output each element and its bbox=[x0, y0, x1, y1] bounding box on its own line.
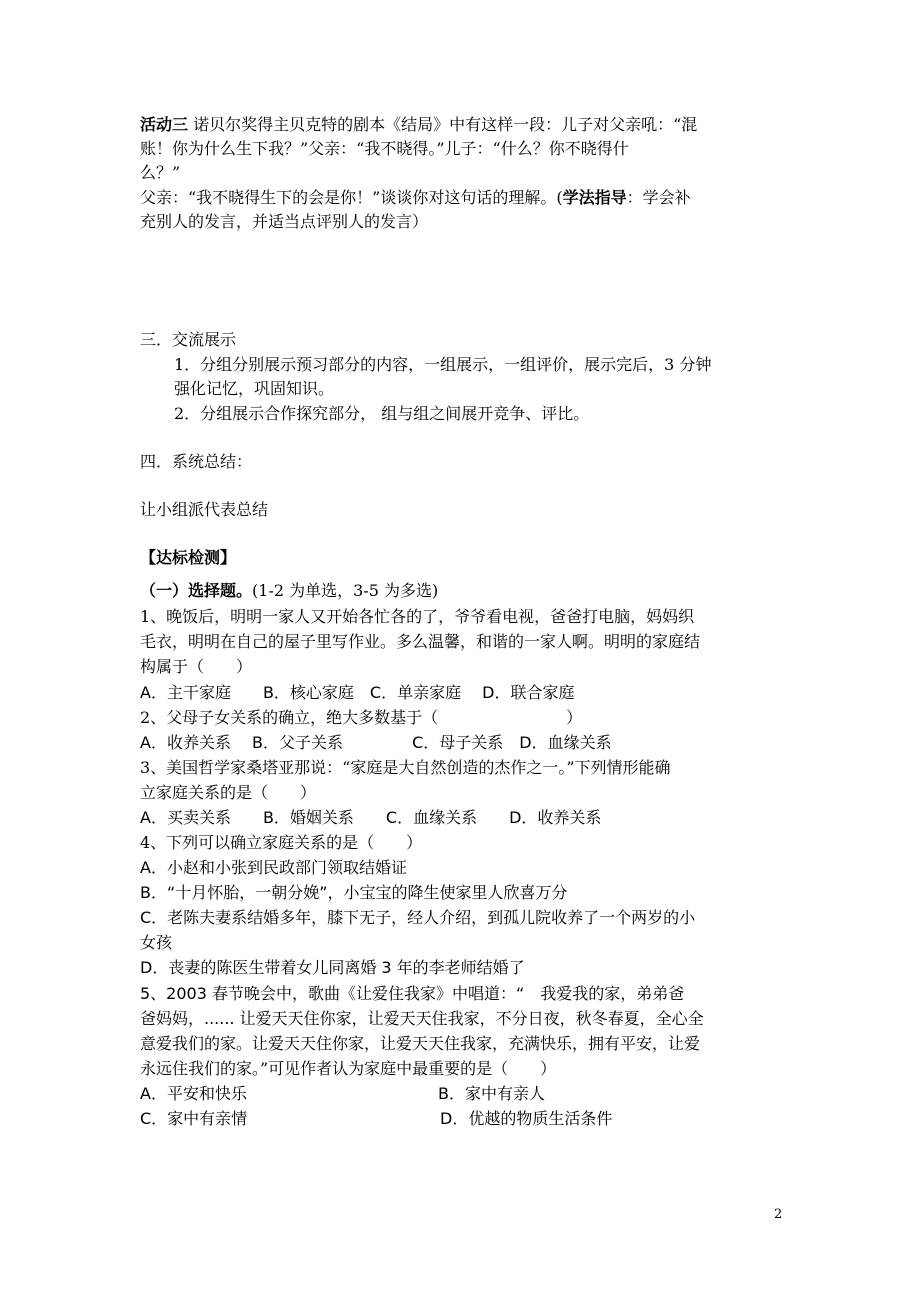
q1-line3: 构属于（ ） bbox=[140, 657, 253, 676]
q5-line1: 5、2003 春节晚会中，歌曲《让爱住我家》中唱道：“ 我爱我的家，弟弟爸 bbox=[140, 984, 685, 1003]
q5-option-d: D．优越的物质生活条件 bbox=[440, 1109, 613, 1128]
q4-option-a: A．小赵和小张到民政部门领取结婚证 bbox=[140, 858, 407, 877]
section4-text: 让小组派代表总结 bbox=[140, 500, 269, 519]
method-guide-label: 学法指导 bbox=[562, 188, 627, 207]
q2-options: A．收养关系 B．父子关系 C．母子关系 D．血缘关系 bbox=[140, 733, 612, 752]
q5-option-b: B．家中有亲人 bbox=[438, 1084, 545, 1103]
activity3-line1: 活动三 诺贝尔奖得主贝克特的剧本《结局》中有这样一段：儿子对父亲吼：“混 bbox=[140, 115, 698, 134]
q5-line3: 意爱我们的家。让爱天天住你家，让爱天天住我家，充满快乐，拥有平安，让爱 bbox=[140, 1034, 701, 1053]
q4-line1: 4、下列可以确立家庭关系的是（ ） bbox=[140, 833, 423, 852]
activity3-label: 活动三 bbox=[140, 115, 189, 134]
q1-line2: 毛衣，明明在自己的屋子里写作业。多么温馨，和谐的一家人啊。明明的家庭结 bbox=[140, 632, 701, 651]
q1-options: A．主干家庭 B．核心家庭 C．单亲家庭 D．联合家庭 bbox=[140, 683, 575, 702]
q4-option-c-line1: C．老陈夫妻系结婚多年，膝下无子，经人介绍，到孤儿院收养了一个两岁的小 bbox=[140, 908, 696, 927]
activity3-line5: 充别人的发言，并适当点评别人的发言） bbox=[140, 212, 429, 231]
section3-item1-line2: 强化记忆，巩固知识。 bbox=[174, 379, 335, 398]
activity3-line3: 么？” bbox=[140, 163, 181, 182]
test-heading: 【达标检测】 bbox=[140, 548, 237, 567]
activity3-line4: 父亲：“我不晓得生下的会是你！”谈谈你对这句话的理解。(学法指导：学会补 bbox=[140, 188, 691, 207]
q5-line2: 爸妈妈，...... 让爱天天住你家，让爱天天住我家，不分日夜，秋冬春夏，全心全 bbox=[140, 1009, 704, 1028]
q5-option-a: A．平安和快乐 bbox=[140, 1084, 247, 1103]
page-number: 2 bbox=[774, 1207, 783, 1222]
q3-line1: 3、美国哲学家桑塔亚那说：“家庭是大自然创造的杰作之一。”下列情形能确 bbox=[140, 758, 671, 777]
q2-line1: 2、父母子女关系的确立，绝大多数基于（ ） bbox=[140, 708, 583, 727]
q4-option-c-line2: 女孩 bbox=[140, 933, 173, 952]
section4-title: 四．系统总结： bbox=[140, 452, 253, 471]
q3-line2: 立家庭关系的是（ ） bbox=[140, 783, 317, 802]
test-subheading: （一）选择题。(1-2 为单选，3-5 为多选) bbox=[140, 581, 439, 600]
q1-line1: 1、晚饭后，明明一家人又开始各忙各的了，爷爷看电视，爸爸打电脑，妈妈织 bbox=[140, 607, 695, 626]
q4-option-d: D．丧妻的陈医生带着女儿同离婚 3 年的李老师结婚了 bbox=[140, 958, 525, 977]
activity3-line2: 账！你为什么生下我？”父亲：“我不晓得。”儿子：“什么？你不晓得什 bbox=[140, 139, 629, 158]
q5-option-c: C．家中有亲情 bbox=[140, 1109, 248, 1128]
section3-item1-line1: 1．分组分别展示预习部分的内容，一组展示，一组评价，展示完后，3 分钟 bbox=[174, 355, 712, 374]
section3-title: 三．交流展示 bbox=[140, 330, 237, 349]
q4-option-b: B．“十月怀胎，一朝分娩”，小宝宝的降生使家里人欣喜万分 bbox=[140, 883, 568, 902]
section3-item2: 2．分组展示合作探究部分， 组与组之间展开竞争、评比。 bbox=[174, 404, 590, 423]
q3-options: A．买卖关系 B．婚姻关系 C．血缘关系 D．收养关系 bbox=[140, 808, 602, 827]
q5-line4: 永远住我们的家。”可见作者认为家庭中最重要的是（ ） bbox=[140, 1059, 557, 1078]
